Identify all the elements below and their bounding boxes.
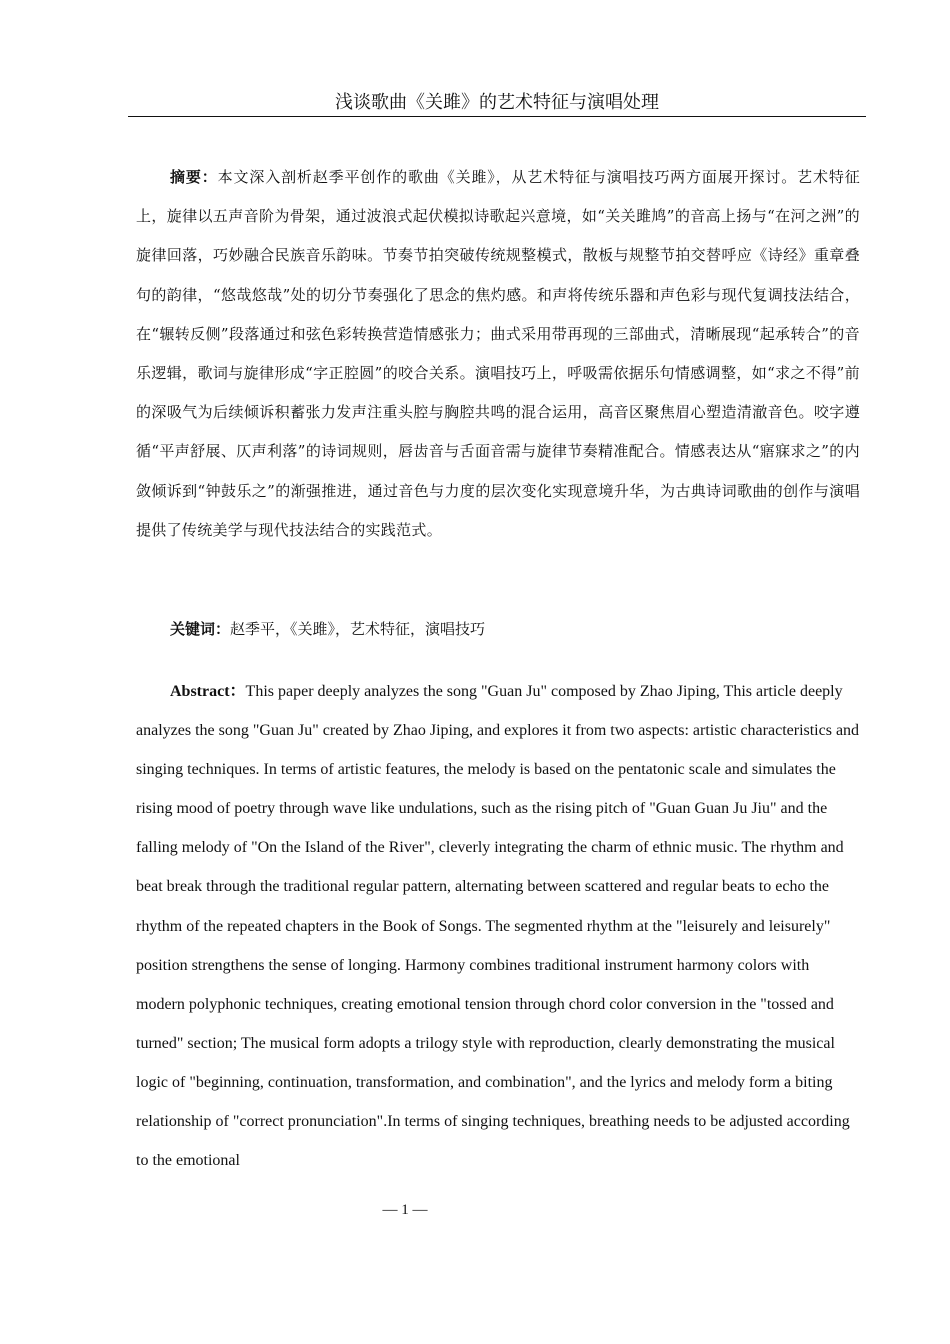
running-header — [128, 92, 866, 117]
english-abstract-text: This paper deeply analyzes the song "Guan Ju" composed by Zhao Jiping, This article deeply analyzes the song "Guan Ju" created by Zhao Jiping, and explores it from two aspects: artistic characteristics and singing techniques. In terms of artistic features, the melody is based on the pentatonic scale and simulates the rising mood of poetry through wave like undulations, such as the rising pitch of "Guan Guan Ju Jiu" and the falling melody of "On the Island of the River", cleverly integrating the charm of ethnic music. The rhythm and beat break through the traditional regular pattern, alternating between scattered and regular beats to echo the rhythm of the repeated chapters in the Book of Songs. The segmented rhythm at the "leisurely and leisurely" position strengthens the sense of longing. Harmony combines traditional instrument harmony colors with modern polyphonic techniques, creating emotional tension through chord color conversion in the "tossed and turned" section; The musical form adopts a trilogy style with reproduction, clearly demonstrating the musical logic of "beginning, continuation, transformation, and combination", and the lyrics and melody form a biting relationship of "correct pronunciation".In terms of singing techniques, breathing needs to be adjusted according to the emotional — [136, 683, 860, 1170]
chinese-abstract-label: 摘要： — [170, 168, 218, 186]
paper-title: 浅谈歌曲《关雎》的艺术特征与演唱处理 — [335, 92, 659, 113]
keywords-text: 赵季平，《关雎》，艺术特征，演唱技巧 — [230, 620, 486, 638]
chinese-abstract — [136, 158, 860, 550]
keywords-label: 关键词： — [170, 620, 231, 638]
english-abstract — [136, 672, 860, 1180]
chinese-abstract-text: 本文深入剖析赵季平创作的歌曲《关雎》，从艺术特征与演唱技巧两方面展开探讨。艺术特征上，旋律以五声音阶为骨架，通过波浪式起伏模拟诗歌起兴意境，如“关关雎鸠”的音高上扬与“在河之洲”的旋律回落，巧妙融合民族音乐韵味。节奏节拍突破传统规整模式，散板与规整节拍交替呼应《诗经》重章叠句的韵律，“悠哉悠哉”处的切分节奏强化了思念的焦灼感。和声将传统乐器和声色彩与现代复调技法结合，在“辗转反侧”段落通过和弦色彩转换营造情感张力；曲式采用带再现的三部曲式，清晰展现“起承转合”的音乐逻辑，歌词与旋律形成“字正腔圆”的咬合关系。演唱技巧上，呼吸需依据乐句情感调整，如“求之不得”前的深吸气为后续倾诉积蓄张力发声注重头腔与胸腔共鸣的混合运用，高音区聚焦眉心塑造清澈音色。咬字遵循“平声舒展、仄声利落”的诗词规则，唇齿音与舌面音需与旋律节奏精准配合。情感表达从“寤寐求之”的内敛倾诉到“钟鼓乐之”的渐强推进，通过音色与力度的层次变化实现意境升华，为古典诗词歌曲的创作与演唱提供了传统美学与现代技法结合的实践范式。 — [136, 168, 861, 539]
page-number: — 1 — — [382, 1202, 428, 1218]
english-abstract-label: Abstract： — [170, 683, 246, 700]
keywords — [136, 612, 860, 646]
